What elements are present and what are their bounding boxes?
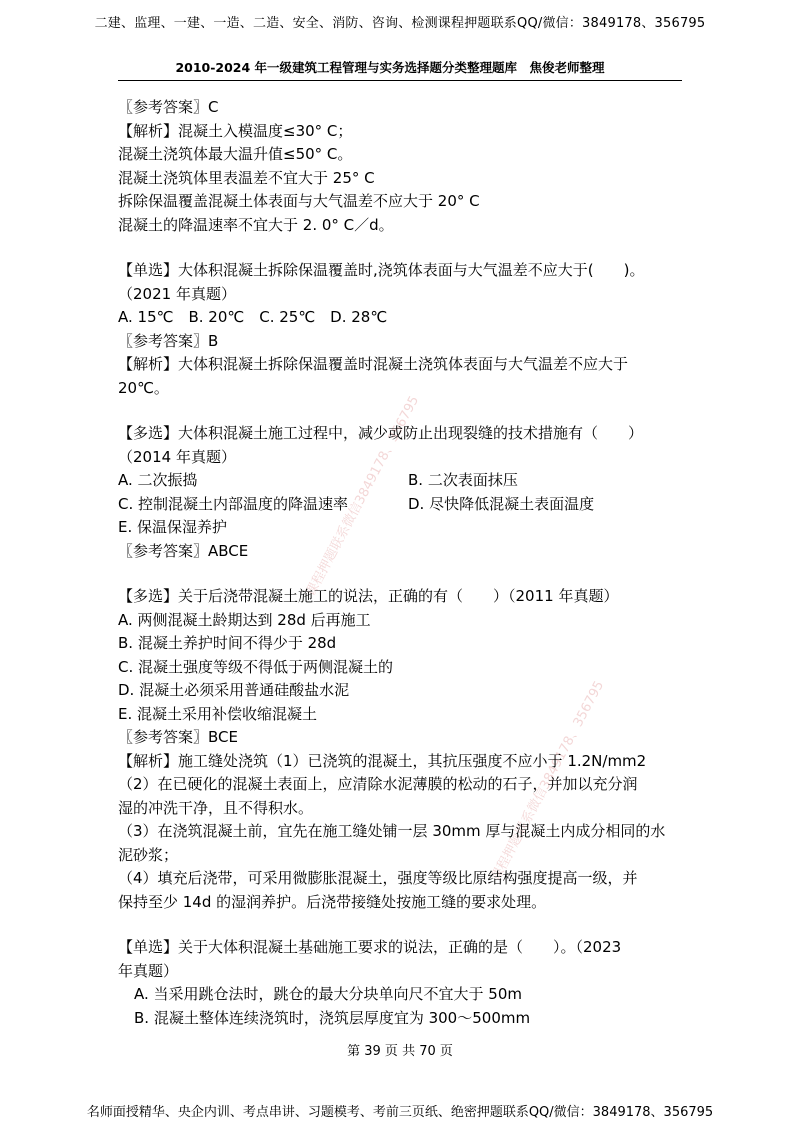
option-c: C. 控制混凝土内部温度的降温速率 xyxy=(118,494,349,513)
option-a: A. 两侧混凝土龄期达到 28d 后再施工 xyxy=(118,610,371,629)
top-contact-banner: 二建、监理、一建、一造、二造、安全、消防、咨询、检测课程押题联系QQ/微信：3849178、356795 xyxy=(94,16,706,31)
explanation-line: 拆除保温覆盖混凝土体表面与大气温差不应大于 20° C xyxy=(118,192,480,210)
question-stem: 【多选】大体积混凝土施工过程中，减少或防止出现裂缝的技术措施有（ ） xyxy=(118,424,644,442)
explanation-line: （2）在已硬化的混凝土表面上，应清除水泥薄膜的松动的石子，并加以充分润 xyxy=(118,775,638,793)
option-e: E. 混凝土采用补偿收缩混凝土 xyxy=(118,704,318,723)
option-b: B. 二次表面抹压 xyxy=(408,471,518,489)
answer-line: 〖参考答案〗BCE xyxy=(118,728,238,746)
explanation-line: 湿的冲洗干净，且不得积水。 xyxy=(118,798,314,817)
explanation-line: 【解析】混凝土入模温度≤30° C； xyxy=(118,121,353,140)
explanation-line: 混凝土浇筑体里表温差不宜大于 25° C xyxy=(118,168,375,187)
question-stem: 【多选】关于后浇带混凝土施工的说法，正确的有（ ）（2011 年真题） xyxy=(118,587,619,605)
watermark-text: 课程押题联系微信3849178、356795 xyxy=(488,678,608,884)
option-b: B. 混凝土养护时间不得少于 28d xyxy=(118,634,337,652)
option-e: E. 保温保湿养护 xyxy=(118,518,228,536)
explanation-line: 20℃。 xyxy=(118,378,169,397)
question-options: A. 15℃ B. 20℃ C. 25℃ D. 28℃ xyxy=(118,308,388,326)
option-a: A. 当采用跳仓法时，跳仓的最大分块单向尺不宜大于 50m xyxy=(134,985,523,1003)
explanation-line: 【解析】大体积混凝土拆除保温覆盖时混凝土浇筑体表面与大气温差不应大于 xyxy=(118,355,629,373)
option-row xyxy=(118,469,688,493)
question-stem: 【单选】关于大体积混凝土基础施工要求的说法，正确的是（ ）。（2023 xyxy=(118,938,622,956)
bottom-contact-banner: 名师面授精华、央企内训、考点串讲、习题模考、考前三页纸、绝密押题联系QQ/微信：3849178、356795 xyxy=(86,1105,714,1120)
watermark-text: 课程押题联系微信3849178、356795 xyxy=(303,393,423,599)
answer-line: 〖参考答案〗B xyxy=(118,331,219,350)
explanation-line: 泥砂浆； xyxy=(118,845,179,864)
page-number: 第 39 页 共 70 页 xyxy=(347,1044,453,1059)
question-year: 年真题） xyxy=(118,961,179,980)
document-header: 2010-2024 年一级建筑工程管理与实务选择题分类整理题库 焦俊老师整理 xyxy=(175,60,605,75)
option-d: D. 混凝土必须采用普通硅酸盐水泥 xyxy=(118,681,350,699)
option-row xyxy=(118,493,688,517)
explanation-line: 【解析】施工缝处浇筑（1）已浇筑的混凝土，其抗压强度不应小于 1.2N/mm2 xyxy=(118,751,647,770)
option-d: D. 尽快降低混凝土表面温度 xyxy=(408,494,595,513)
question-year: （2021 年真题） xyxy=(118,284,236,303)
answer-line: 〖参考答案〗ABCE xyxy=(118,541,249,560)
explanation-line: 混凝土浇筑体最大温升值≤50° C。 xyxy=(118,145,353,163)
option-c: C. 混凝土强度等级不得低于两侧混凝土的 xyxy=(118,657,394,676)
header-divider xyxy=(118,80,682,81)
explanation-line: （3）在浇筑混凝土前，宜先在施工缝处铺一层 30mm 厚与混凝土内成分相同的水 xyxy=(118,822,666,840)
question-year: （2014 年真题） xyxy=(118,447,236,466)
explanation-line: 保持至少 14d 的湿润养护。后浇带接缝处按施工缝的要求处理。 xyxy=(118,892,547,911)
option-a: A. 二次振捣 xyxy=(118,471,198,489)
answer-line: 〖参考答案〗C xyxy=(118,98,219,116)
explanation-line: 混凝土的降温速率不宜大于 2. 0° C／d。 xyxy=(118,215,394,234)
document-body xyxy=(118,96,688,1030)
question-stem: 【单选】大体积混凝土拆除保温覆盖时,浇筑体表面与大气温差不应大于( )。 xyxy=(118,261,645,279)
option-b: B. 混凝土整体连续浇筑时，浇筑层厚度宜为 300～500mm xyxy=(134,1008,531,1027)
explanation-line: （4）填充后浇带，可采用微膨胀混凝土，强度等级比原结构强度提高一级，并 xyxy=(118,869,638,887)
